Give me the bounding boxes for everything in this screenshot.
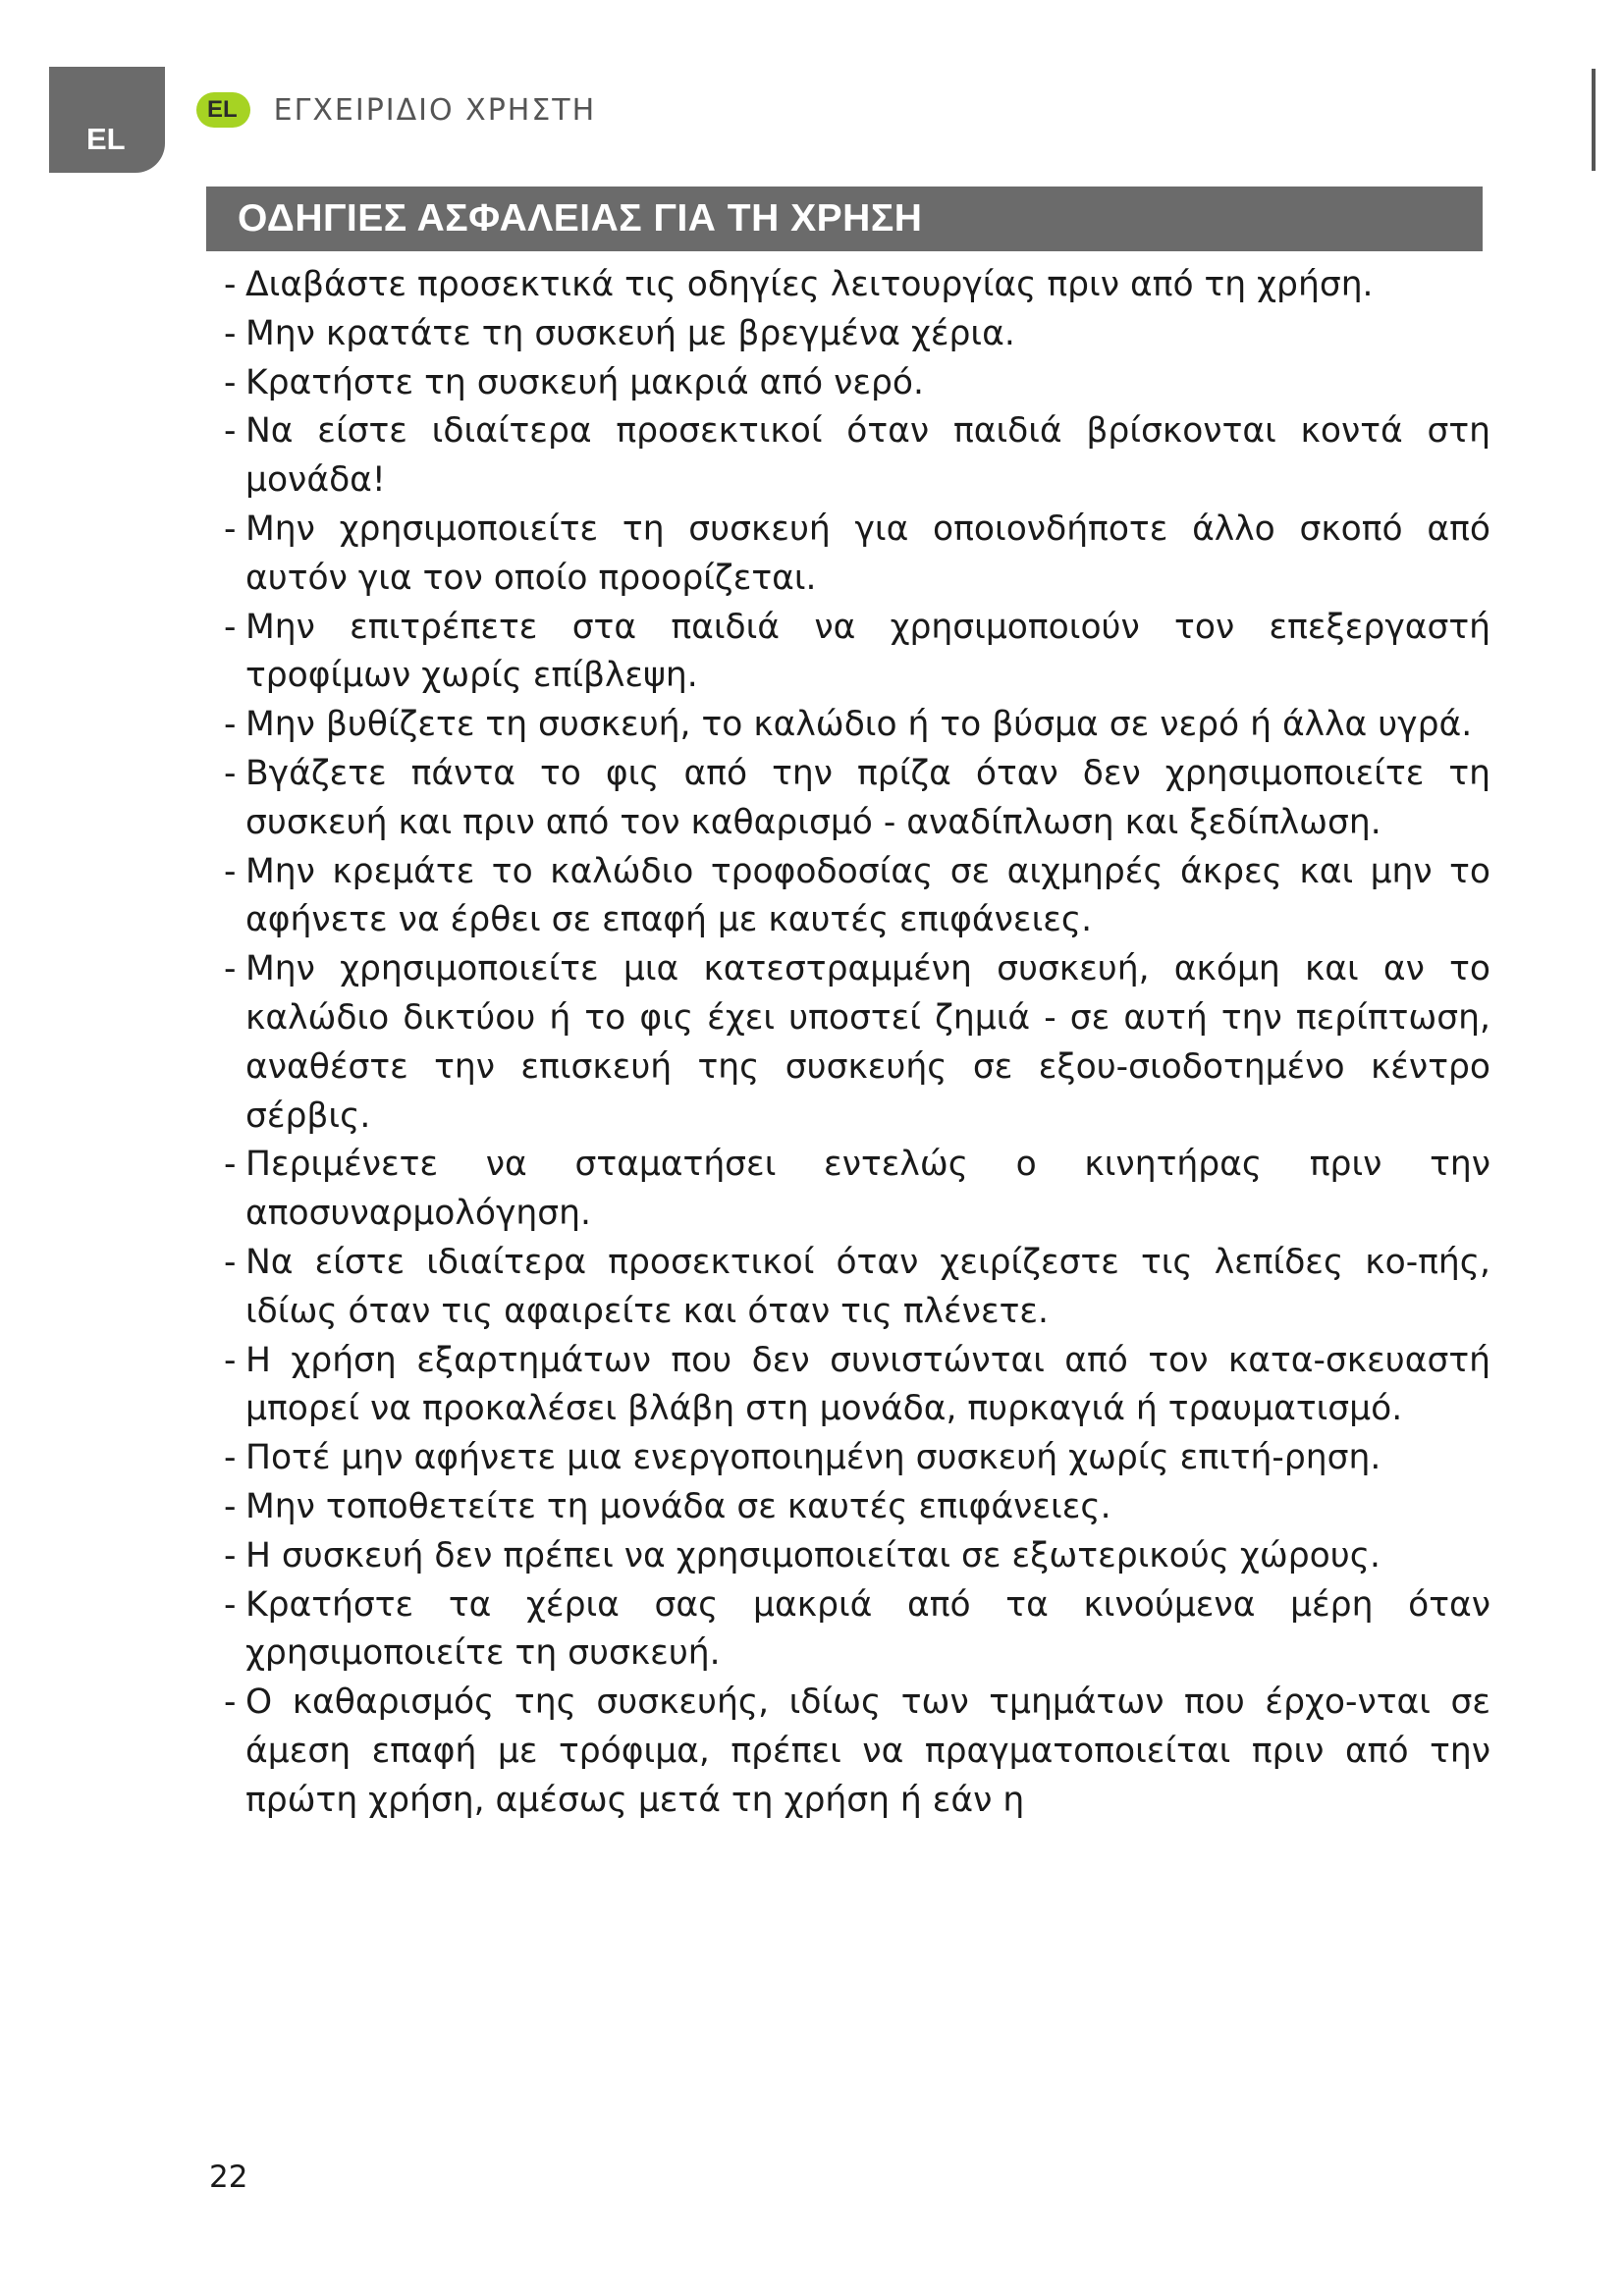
list-item: - Μην κρεμάτε το καλώδιο τροφοδοσίας σε αιχμηρές άκρες και μην το αφήνετε να έρθει σε επαφή με καυτές επιφάνειες. — [224, 848, 1490, 946]
list-item: - Κρατήστε τη συσκευή μακριά από νερό. — [224, 359, 1490, 408]
list-item: - Μην βυθίζετε τη συσκευή, το καλώδιο ή το βύσμα σε νερό ή άλλα υγρά. — [224, 701, 1490, 750]
list-item: - Ποτέ μην αφήνετε μια ενεργοποιημένη συσκευή χωρίς επιτή-ρηση. — [224, 1434, 1490, 1483]
list-item: - Βγάζετε πάντα το φις από την πρίζα όταν δεν χρησιμοποιείτε τη συσκευή και πριν από τον καθαρισμό - αναδίπλωση και ξεδίπλωση. — [224, 750, 1490, 848]
list-item: - Μην χρησιμοποιείτε τη συσκευή για οποιονδήποτε άλλο σκοπό από αυτόν για τον οποίο προορίζεται. — [224, 506, 1490, 604]
section-heading: ΟΔΗΓΙΕΣ ΑΣΦΑΛΕΙΑΣ ΓΙΑ ΤΗ ΧΡΗΣΗ — [238, 197, 923, 240]
list-item: - Ο καθαρισμός της συσκευής, ιδίως των τμημάτων που έρχο-νται σε άμεση επαφή με τρόφιμα, πρέπει να πραγματοποιείται πριν από την πρώτη χρήση, αμέσως μετά τη χρήση ή εάν η — [224, 1679, 1490, 1825]
list-item: - Μην τοποθετείτε τη μονάδα σε καυτές επιφάνειες. — [224, 1483, 1490, 1532]
list-item: - Μην χρησιμοποιείτε μια κατεστραμμένη συσκευή, ακόμη και αν το καλώδιο δικτύου ή το φις έχει υποστεί ζημιά - σε αυτή την περίπτωση, αναθέστε την επισκευή της συσκευής σε εξου-σιοδοτημένο κέντρο σέρβις. — [224, 945, 1490, 1141]
list-item: - Η συσκευή δεν πρέπει να χρησιμοποιείται σε εξωτερικούς χώρους. — [224, 1532, 1490, 1581]
safety-instructions-list — [224, 261, 1490, 1826]
manual-header — [196, 92, 596, 128]
page-number: 22 — [209, 2160, 248, 2195]
list-item: - Διαβάστε προσεκτικά τις οδηγίες λειτουργίας πριν από τη χρήση. — [224, 261, 1490, 310]
language-side-tab-label: EL — [86, 122, 126, 156]
language-badge: EL — [196, 92, 250, 128]
section-heading-bar — [206, 187, 1483, 251]
manual-title: ΕΓΧΕΙΡΙΔΙΟ ΧΡΗΣΤΗ — [273, 92, 597, 128]
list-item: - Μην επιτρέπετε στα παιδιά να χρησιμοποιούν τον επεξεργαστή τροφίμων χωρίς επίβλεψη. — [224, 604, 1490, 702]
language-side-tab — [49, 67, 165, 173]
list-item: - Κρατήστε τα χέρια σας μακριά από τα κινούμενα μέρη όταν χρησιμοποιείτε τη συσκευή. — [224, 1581, 1490, 1680]
list-item: - Η χρήση εξαρτημάτων που δεν συνιστώνται από τον κατα-σκευαστή μπορεί να προκαλέσει βλάβη στη μονάδα, πυρκαγιά ή τραυματισμό. — [224, 1337, 1490, 1435]
list-item: - Μην κρατάτε τη συσκευή με βρεγμένα χέρια. — [224, 310, 1490, 359]
corner-divider — [1592, 69, 1596, 171]
list-item: - Περιμένετε να σταματήσει εντελώς ο κινητήρας πριν την αποσυναρμολόγηση. — [224, 1141, 1490, 1239]
list-item: - Να είστε ιδιαίτερα προσεκτικοί όταν χειρίζεστε τις λεπίδες κο-πής, ιδίως όταν τις αφαιρείτε και όταν τις πλένετε. — [224, 1239, 1490, 1337]
list-item: - Να είστε ιδιαίτερα προσεκτικοί όταν παιδιά βρίσκονται κοντά στη μονάδα! — [224, 407, 1490, 506]
